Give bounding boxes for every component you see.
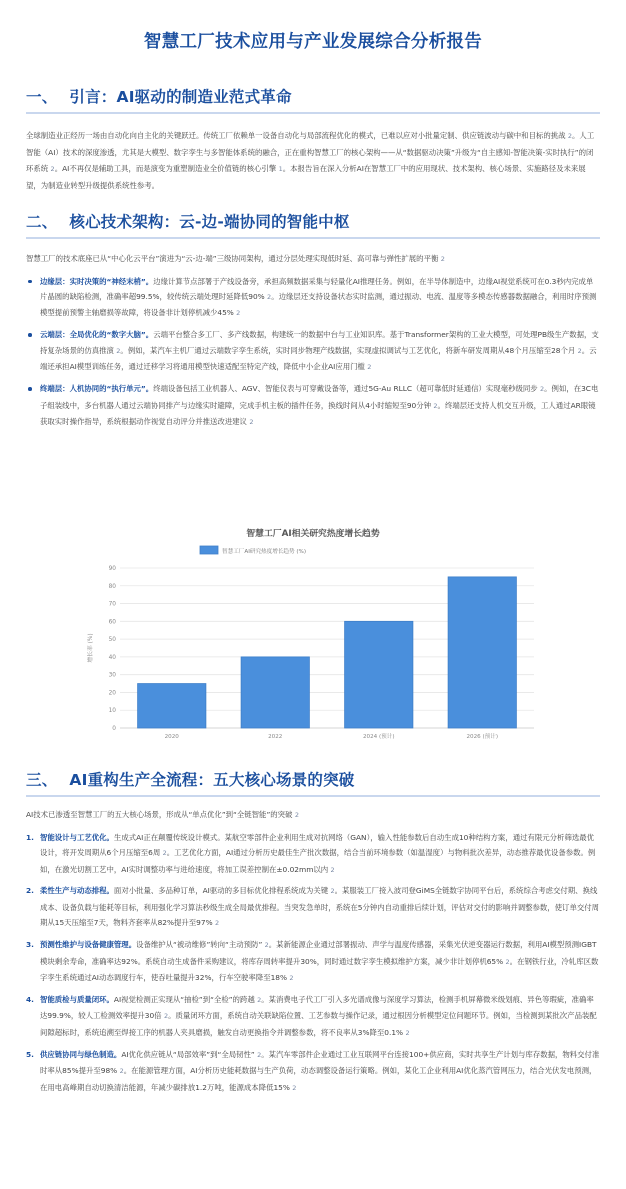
text-span: 。某新能源企业通过部署振动、声学与温度传感器，采集光伏逆变器运行数据，利用AI模型预测IGBT模块剩余寿命，准确率达92%。系统自动生成备件采购建议，将库存周转率提升30%，同时通过数字孪生模拟维护方案，减少非计划停机65% [40,940,597,966]
citation-ref[interactable]: 2 [162,849,167,858]
citation-ref[interactable]: 2 [236,309,241,318]
text-span: AI技术已渗透至智慧工厂的五大核心场景，形成从“单点优化”到“全链智能”的突破 [26,810,293,819]
y-tick-label: 0 [112,726,116,732]
citation-ref[interactable]: 2 [405,1029,410,1038]
text-span: 云端平台整合多工厂、多产线数据，构建统一的数据中台与工业知识库。基于Transformer架构的工业大模型，可处理PB级生产数据，支持复杂场景的仿真推演 [40,330,599,355]
item-lead: 终端层：人机协同的“执行单元”。 [40,384,154,394]
citation-ref[interactable]: 2 [505,957,510,966]
section-title: AI重构生产全流程：五大核心场景的突破 [69,771,355,789]
bar [138,684,206,728]
section-number: 一、 [26,88,58,106]
y-tick-label: 90 [108,566,116,572]
text-span: 。在钢铁行业，冷轧库区数字孪生系统通过AI动态调度行车，使吞吐量提升32%，行车空驶率降至18% [40,956,599,983]
section-number: 二、 [26,213,58,231]
citation-ref[interactable]: 1 [278,165,283,173]
text-span: 。在能源管理方面，AI分析历史能耗数据与生产负荷，动态调整设备运行策略。例如，某化工企业利用AI优化蒸汽管网压力，结合光伏发电预测，在用电高峰期自动切换清洁能源，年减少碳排放1.2万吨，能源成本降低15% [40,1066,597,1092]
text-span: 。某消费电子代工厂引入多光谱成像与深度学习算法，检测手机屏幕微米级划痕、异色等瑕疵，准确率达99.9%，较人工检测效率提升30倍 [40,994,594,1021]
x-tick-label: 2022 [268,734,283,740]
scenes-list [26,830,600,1097]
text-span: 边缘计算节点部署于产线设备旁，承担高频数据采集与轻量化AI推理任务。例如，在半导体制造中，边缘AI视觉系统可在0.3秒内完成单片晶圆的缺陷检测，准确率超99.5%，较传统云端处理时延降低90% [40,276,594,301]
legend-label: 智慧工厂AI研究热度增长趋势 (%) [222,549,307,555]
y-tick-label: 70 [108,601,116,608]
text-span: 。某服装工厂接入波司登GiMS全链数字协同平台后，系统综合考虑交付期、换线成本、设备负载与能耗等目标，利用强化学习算法秒级生成全局最优排程。当突发急单时，系统在5分钟内自动重排后续计划，评估对交付的影响并调整参数，使订单交付周期从15天压缩至7天，物料齐套率从82%提升至97% [40,886,600,928]
text-span: 面对小批量、多品种订单，AI驱动的多目标优化排程系统成为关键 [113,886,329,896]
section-heading-3 [26,768,600,797]
citation-ref[interactable]: 2 [267,292,272,301]
y-tick-label: 40 [108,654,116,661]
chart-title: 智慧工厂AI相关研究热度增长趋势 [246,529,380,539]
text-span: 。终端层还支持人机交互升级，工人通过AR眼镜获取实时操作指导，系统根据动作视觉自动评分并推送改进建议 [40,400,596,426]
text-span: 。本报告旨在深入分析AI在智慧工厂中的应用现状、技术架构、核心场景、实施路径及未来展望，为制造业转型升级提供系统性参考。 [26,164,586,190]
text-span: 。AI不再仅是辅助工具，而是演变为重塑制造业全价值链的核心引擎 [54,164,277,173]
list-item [26,274,600,322]
citation-ref[interactable]: 2 [214,919,220,928]
section-heading-2 [26,210,600,239]
report-title: 智慧工厂技术应用与产业发展综合分析报告 [143,32,483,52]
list-item [26,883,600,932]
y-tick-label: 60 [108,619,116,626]
x-tick-label: 2026 (预计) [466,734,499,740]
citation-ref[interactable]: 2 [433,401,438,410]
text-span: 生成式AI正在颠覆传统设计模式。某航空零部件企业利用生成对抗网络（GAN），输入性能参数后自动生成10种结构方案，通过有限元分析筛选最优设计，将开发周期从6个月压缩至6周 [40,832,595,858]
y-tick-label: 10 [108,708,116,715]
text-span: 。质量闭环方面，系统自动关联缺陷位置、工艺参数与操作记录，通过根因分析模型定位问题环节。例如，当检测到某批次产品装配间隙超标时，系统追溯至焊接工序的机器人夹具磨损，触发自动更换指令并调整参数，将不良率从3%降至0.1% [40,1011,597,1038]
text-span: 。某汽车零部件企业通过工业互联网平台连接100+供应商，实时共享生产计划与库存数据，物料交付准时率从85%提升至98% [40,1049,600,1076]
citation-ref[interactable]: 2 [116,346,121,355]
list-item [26,381,600,430]
item-lead: 柔性生产与动态排程。 [40,886,114,896]
list-item [26,1047,600,1097]
section-number: 三、 [26,771,58,789]
list-item [26,327,600,375]
text-span: 全球制造业正经历一场由自动化向自主化的关键跃迁。传统工厂依赖单一设备自动化与局部流程优化的模式，已难以应对小批量定制、供应链波动与碳中和目标的挑战 [26,131,566,140]
citation-ref[interactable]: 2 [294,811,299,819]
item-lead: 预测性维护与设备健康管理。 [40,940,137,950]
text-span: 设备维护从“被动维修”转向“主动预防” [136,940,263,950]
intro-paragraph [26,128,600,194]
item-lead: 云端层：全局优化的“数字大脑”。 [40,330,154,340]
architecture-intro [26,251,600,268]
text-span: AI优化供应链从“局部效率”到“全局韧性” [121,1049,255,1059]
bar [241,657,309,728]
citation-ref[interactable]: 2 [292,1083,297,1092]
citation-ref[interactable]: 2 [50,165,55,173]
y-tick-label: 20 [108,690,116,697]
text-span: 。例如，某汽车主机厂通过云端数字孪生系统，实时同步物理产线数据，实现虚拟调试与工艺优化，将新车研发周期从48个月压缩至28个月 [120,345,576,355]
architecture-list [26,274,600,431]
bar [448,577,516,728]
citation-ref[interactable]: 2 [264,941,269,950]
list-item [26,992,600,1042]
text-span: 终端设备包括工业机器人、AGV、智能仪表与可穿戴设备等，通过5G-Au RLLC（超可靠低时延通信）实现毫秒级同步 [153,384,538,394]
citation-ref[interactable]: 2 [249,417,254,426]
item-lead: 供应链协同与绿色制造。 [40,1049,122,1059]
text-span: 智慧工厂的技术底座已从“中心化云平台”演进为“云-边-端”三级协同架构，通过分层处理实现低时延、高可靠与弹性扩展的平衡 [26,254,439,263]
text-span: 。例如，在3C电子组装线中，多台机器人通过云端协同排产与边缘实时避障，完成手机主板的插件任务，换线时间从4小时缩短至90分钟 [40,384,599,410]
text-span: 。人工智能（AI）技术的深度渗透，尤其是大模型、数字孪生与多智能体系统的融合，正在重构智慧工厂的核心架构——从“数据驱动决策”升级为“自主感知-智能决策-实时执行”的闭环系统 [26,131,595,173]
section-title: 核心技术架构：云-边-端协同的智能中枢 [69,213,350,231]
scenes-intro [26,807,600,824]
citation-ref[interactable]: 2 [257,1050,262,1059]
item-number: 1. [26,832,34,842]
list-item [26,937,600,987]
text-span: 。边缘层还支持设备状态实时监测，通过振动、电流、温度等多模态传感器数据融合，利用时序预测模型提前预警主轴磨损等故障，将设备非计划停机减少45% [40,291,597,318]
citation-ref[interactable]: 2 [567,132,573,140]
citation-ref[interactable]: 2 [577,346,582,355]
y-tick-label: 80 [108,583,116,590]
item-lead: 边缘层：实时决策的“神经末梢”。 [40,276,154,286]
citation-ref[interactable]: 2 [119,1067,124,1076]
research-trend-chart [80,508,546,752]
section-title: 引言：AI驱动的制造业范式革命 [69,88,292,106]
bar-chart-svg [80,508,546,752]
y-tick-label: 30 [108,672,116,679]
item-number: 5. [26,1049,34,1059]
y-axis-label: 增长率 (%) [88,633,94,663]
text-span: 。工艺优化方面，AI通过分析历史最佳生产批次数据，结合当前环境参数（如温湿度）与物料批次差异，动态推荐最优设备参数。例如，在激光切割工艺中，AI实时调整功率与进给速度，将加工误差控制在±0.02mm以内 [40,848,596,874]
item-number: 4. [26,994,34,1004]
y-tick-label: 50 [108,637,116,644]
citation-ref[interactable]: 2 [330,887,335,896]
citation-ref[interactable]: 2 [440,255,445,263]
citation-ref[interactable]: 2 [163,1012,169,1021]
citation-ref[interactable]: 2 [257,995,262,1004]
x-tick-label: 2024 (预计) [362,734,395,740]
x-tick-label: 2020 [164,734,179,740]
citation-ref[interactable]: 2 [289,974,294,983]
bar [345,621,413,728]
citation-ref[interactable]: 2 [367,362,372,371]
section-heading-1 [26,85,600,114]
item-number: 2. [26,886,34,896]
citation-ref[interactable]: 2 [540,385,545,394]
text-span: 。云端还承担AI模型训练任务，通过迁移学习将通用模型快速适配至特定产线，降低中小企业AI应用门槛 [40,345,597,371]
list-item [26,830,600,879]
legend-swatch [200,546,218,554]
item-number: 3. [26,940,34,950]
item-lead: 智能质检与质量闭环。 [40,994,114,1004]
text-span: AI视觉检测正实现从“抽检”到“全检”的跨越 [113,994,255,1004]
item-lead: 智能设计与工艺优化。 [40,832,114,842]
citation-ref[interactable]: 2 [330,865,335,874]
